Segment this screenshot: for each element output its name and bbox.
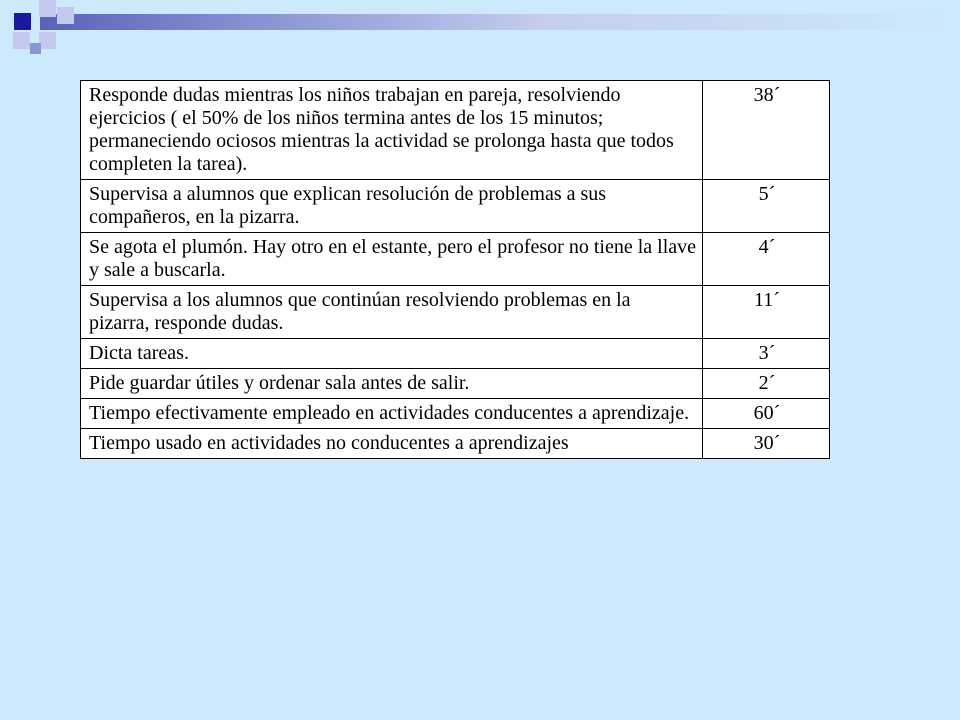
activity-time: 30´ [703,429,830,459]
activity-description: Supervisa a alumnos que explican resolución de problemas a sus compañeros, en la pizarra. [81,180,703,233]
decor-square-light [39,32,56,49]
activity-time: 60´ [703,399,830,429]
decor-square-dark [14,13,31,30]
activity-time: 2´ [703,369,830,399]
table-row [81,369,830,399]
header-gradient-bar [40,14,960,30]
activity-description: Supervisa a los alumnos que continúan resolviendo problemas en la pizarra, responde dudas. [81,286,703,339]
table-row [81,429,830,459]
decor-square-mid [30,43,41,54]
activity-time: 11´ [703,286,830,339]
table-row [81,339,830,369]
table-row [81,81,830,180]
activity-time: 38´ [703,81,830,180]
table-row [81,399,830,429]
activity-time-table [80,80,830,459]
table-row [81,233,830,286]
activity-time: 5´ [703,180,830,233]
activity-time: 4´ [703,233,830,286]
activity-description: Responde dudas mientras los niños trabajan en pareja, resolviendo ejercicios ( el 50% de los niños termina antes de los 15 minutos; permaneciendo ociosos mientras la actividad se prolonga hasta que todos completen la tarea). [81,81,703,180]
table-row [81,286,830,339]
decor-square-light [57,7,74,24]
decor-square-light [39,0,56,17]
activity-description: Se agota el plumón. Hay otro en el estante, pero el profesor no tiene la llave y sale a buscarla. [81,233,703,286]
table-row [81,180,830,233]
activity-description: Dicta tareas. [81,339,703,369]
activity-description: Tiempo efectivamente empleado en actividades conducentes a aprendizaje. [81,399,703,429]
activity-description: Pide guardar útiles y ordenar sala antes de salir. [81,369,703,399]
decor-square-light [13,32,30,49]
activity-description: Tiempo usado en actividades no conducentes a aprendizajes [81,429,703,459]
activity-time: 3´ [703,339,830,369]
